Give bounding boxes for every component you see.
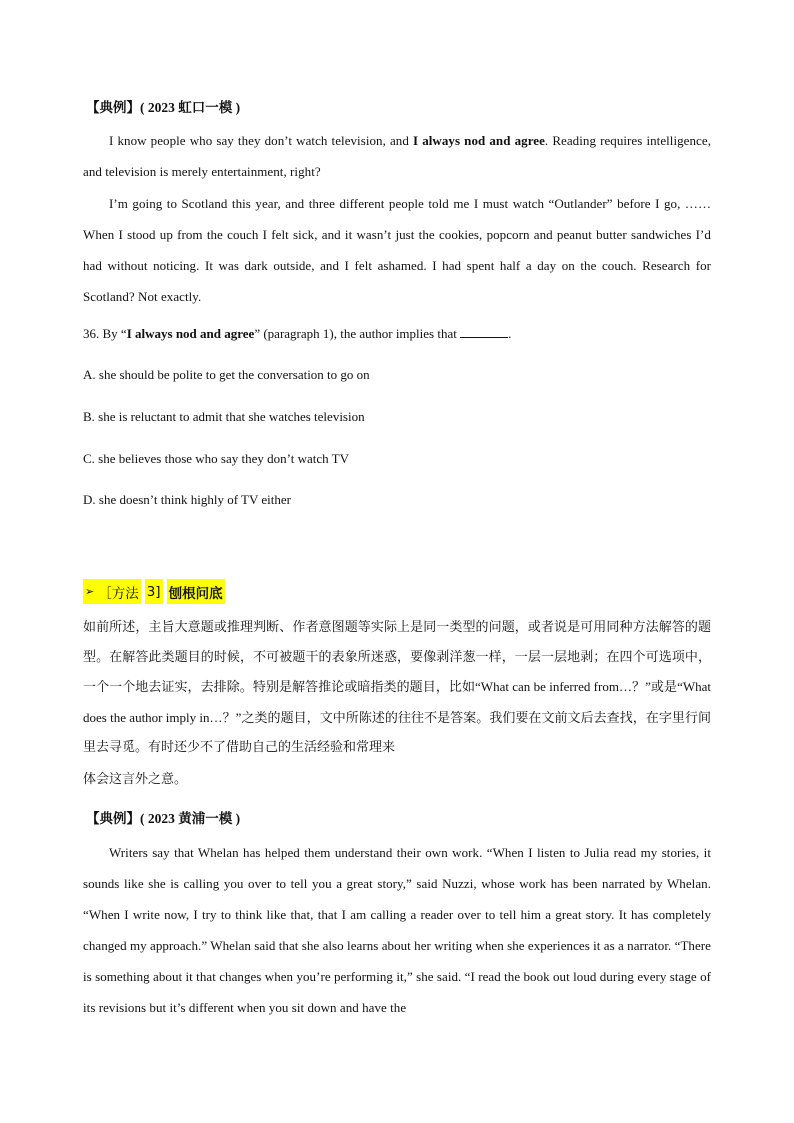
paragraph-text: . Reading requires intelligence, and television is merely entertainment, right? — [83, 133, 711, 179]
question-bold-phrase: I always nod and agree — [126, 326, 255, 341]
question-text: 36. By “ — [83, 326, 127, 341]
passage-2-paragraph-1 — [83, 837, 711, 1023]
paragraph-text: Writers say that Whelan has helped them understand their own work. “When I listen to Julia read my stories, it sounds like she is calling you over to tell you a great story,” said Nuzzi, whose work has been narrated by Whelan. “When I write now, I try to think like that, that I am calling a reader over to tell him a great story. It has completely changed my approach.” Whelan said that she also learns about her writing when she experiences it as a narrator. “There is something about it that changes when you’re performing it,” she said. “I read the book out loud during every stage of its revisions but it’s different when you sit down and have the — [83, 845, 711, 1015]
example-header-1: 【典例】( 2023 虹口一模 ) — [86, 100, 241, 115]
method-label: ［方法 — [98, 585, 139, 602]
option-d: D. she doesn’t think highly of TV either — [83, 492, 291, 507]
english-phrase: “What does the author imply in…？” — [83, 679, 711, 725]
method-heading — [83, 579, 225, 604]
arrow-bullet-icon: ➢ — [85, 585, 95, 598]
option-c: C. she believes those who say they don’t watch TV — [83, 451, 349, 466]
paragraph-text: I know people who say they don’t watch television, and — [109, 133, 414, 148]
passage-1-paragraph-2 — [83, 188, 711, 312]
explanation-paragraph — [83, 613, 711, 763]
option-a: A. she should be polite to get the conversation to go on — [83, 367, 370, 382]
english-phrase: “What can be inferred from…？” — [475, 679, 651, 694]
question-text: ” (paragraph 1), the author implies that — [254, 326, 457, 341]
option-b: B. she is reluctant to admit that she watches television — [83, 409, 365, 424]
explanation-last-line: 体会这言外之意。 — [83, 772, 188, 787]
method-title: 刨根问底 — [167, 579, 225, 604]
passage-1-paragraph-1 — [83, 125, 711, 187]
paragraph-text: I’m going to Scotland this year, and three different people told me I must watch “Outlander” before I go, …… When I stood up from the couch I felt sick, and it wasn’t just the cookies, popcorn and peanut butter sandwiches I’d had without noticing. It was dark outside, and I felt ashamed. I had spent half a day on the couch. Research for Scotland? Not exactly. — [83, 196, 711, 304]
example-header-2: 【典例】( 2023 黄浦一模 ) — [86, 811, 241, 826]
question-text: . — [508, 326, 512, 341]
question-36 — [83, 326, 511, 342]
explanation-text: 之类的题目，文中所陈述的往往不是答案。我们要在文前文后去查找，在字里行间里去寻觅。有时还少不了借助自己的生活经验和常理来 — [83, 710, 711, 755]
answer-blank — [460, 326, 508, 338]
explanation-text: 如前所述，主旨大意题或推理判断、作者意图题等实际上是同一类型的问题，或者说是可用同种方法解答的题型。在解答此类题目的时候，不可被题干的表象所迷惑，要像剥洋葱一样，一层一层地剥；在四个可选项中，一个一个地去证实，去排除。特别是解答推论或暗指类的题目，比如 — [83, 620, 711, 695]
explanation-text: 或是 — [650, 680, 678, 695]
bold-phrase: I always nod and agree — [413, 133, 545, 148]
method-label-highlight — [83, 579, 141, 604]
method-number-highlight: 3] — [145, 579, 163, 604]
